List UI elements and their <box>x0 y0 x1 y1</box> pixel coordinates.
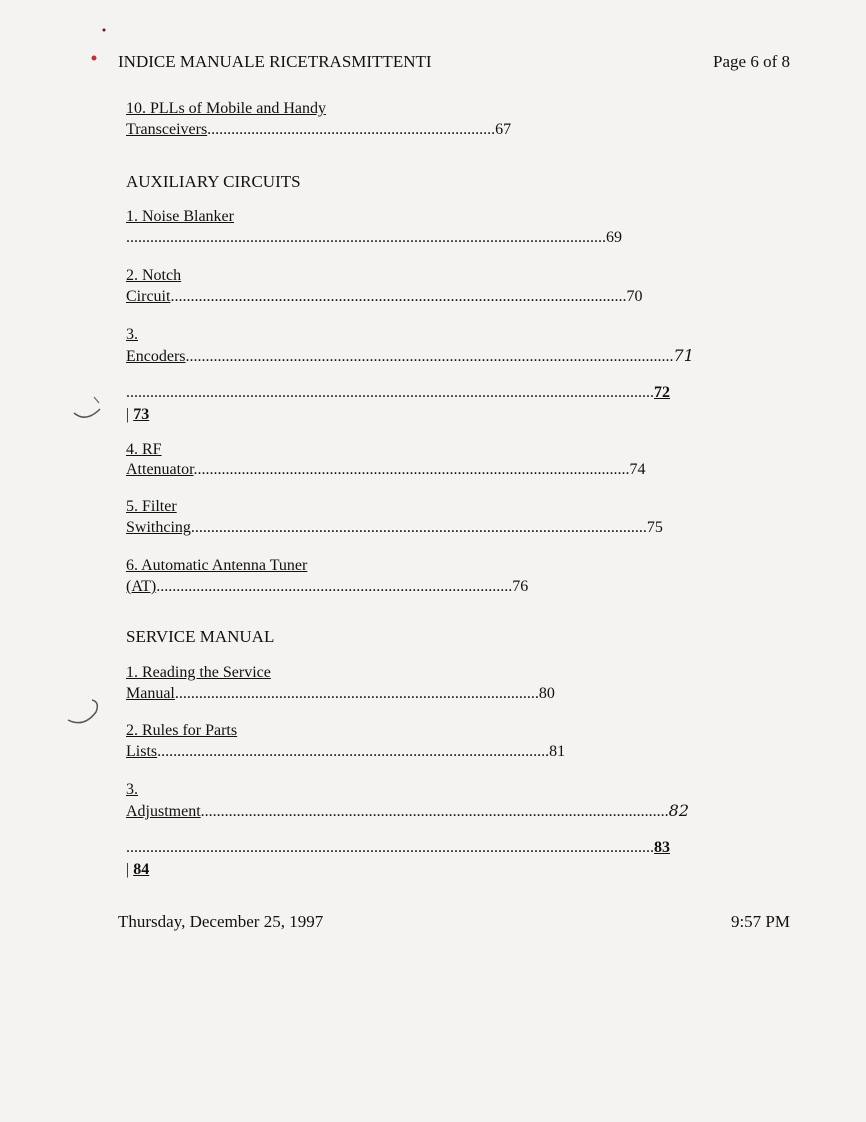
toc-page-number: 73 <box>133 406 150 423</box>
toc-leader-dots: .................................................................................................. <box>157 743 550 760</box>
toc-separator: | <box>126 861 134 878</box>
toc-entry-title: 4. RF <box>126 441 162 458</box>
toc-entry-link: Attenuator <box>126 461 194 478</box>
toc-entry-link: Swithcing <box>126 519 191 536</box>
toc-entry-line <box>126 288 642 306</box>
toc-page-number: 81 <box>549 743 566 760</box>
toc-entry-title: 3. <box>126 781 138 798</box>
toc-entry-line <box>126 743 565 761</box>
toc-page-number: 75 <box>646 519 663 536</box>
toc-entry-link: Circuit <box>126 288 171 305</box>
toc-leader-dots: .......................................................................................................................... <box>185 348 674 365</box>
toc-continuation-line <box>126 839 670 857</box>
toc-entry-link: Encoders <box>126 348 186 365</box>
toc-leader-dots: ........................................................................................... <box>174 685 539 702</box>
toc-page-number: 70 <box>626 288 643 305</box>
toc-page-number: 74 <box>629 461 646 478</box>
toc-page-number: 83 <box>654 839 670 856</box>
toc-leader-dots: .................................................................................................................. <box>170 288 627 305</box>
toc-page-number: 80 <box>538 685 555 702</box>
toc-separator: | <box>126 406 134 423</box>
toc-entry-title: 2. Rules for Parts <box>126 722 238 739</box>
toc-leader-dots: ............................................................................................................. <box>193 461 630 478</box>
page-number: Page 6 of 8 <box>713 52 790 71</box>
toc-entry-line <box>126 519 663 537</box>
toc-entry-title: 2. Notch <box>126 267 182 284</box>
handwritten-bracket-mark <box>62 694 106 730</box>
toc-leader-dots: ........................................................................................................................ <box>126 229 606 246</box>
toc-leader-dots: ..................................................................................................................... <box>200 803 669 820</box>
toc-entry-title: 10. PLLs of Mobile and Handy <box>126 100 326 117</box>
toc-entry-line <box>126 121 511 139</box>
toc-page-number: 69 <box>606 229 622 246</box>
toc-entry-title: 6. Automatic Antenna Tuner <box>126 557 308 574</box>
toc-entry-line <box>126 346 694 366</box>
toc-entry-line <box>126 229 622 247</box>
toc-page-number: 82 <box>668 801 690 820</box>
toc-continuation-line <box>126 384 670 402</box>
toc-entry-link: (AT) <box>126 578 157 595</box>
toc-entry-title: 1. Reading the Service <box>126 664 271 681</box>
toc-leader-dots: ......................................................................................... <box>156 578 513 595</box>
handwritten-bracket-mark <box>66 393 106 423</box>
section-title-service-manual: SERVICE MANUAL <box>126 627 275 646</box>
punch-hole-marks <box>88 24 108 68</box>
toc-page-number: 67 <box>495 121 512 138</box>
toc-entry-link: Lists <box>126 743 158 760</box>
footer-date: Thursday, December 25, 1997 <box>118 912 324 931</box>
toc-entry-link: Manual <box>126 685 175 702</box>
toc-entry-line <box>126 685 555 703</box>
toc-page-number: 84 <box>133 861 150 878</box>
toc-leader-dots: ........................................................................ <box>207 121 496 138</box>
toc-leader-dots: .................................................................................................................................... <box>126 384 654 401</box>
toc-page-number: 76 <box>512 578 529 595</box>
toc-entry-line <box>126 578 528 596</box>
toc-entry-title: 3. <box>126 326 138 343</box>
toc-leader-dots: .................................................................................................................................... <box>126 839 654 856</box>
toc-entry-link: Transceivers <box>126 121 208 138</box>
toc-page-number: 71 <box>673 346 694 365</box>
footer-time: 9:57 PM <box>730 912 790 931</box>
toc-subpage-line <box>126 861 149 879</box>
toc-leader-dots: .................................................................................................................. <box>190 519 647 536</box>
toc-entry-line <box>126 461 646 479</box>
toc-entry-title: 1. Noise Blanker <box>126 208 234 225</box>
section-title-auxiliary: AUXILIARY CIRCUITS <box>126 172 301 191</box>
toc-entry-link: Adjustment <box>126 803 201 820</box>
toc-page-number: 72 <box>654 384 670 401</box>
document-title: INDICE MANUALE RICETRASMITTENTI <box>118 52 432 71</box>
toc-subpage-line <box>126 406 149 424</box>
toc-entry-title: 5. Filter <box>126 498 177 515</box>
toc-entry-line <box>126 801 689 821</box>
